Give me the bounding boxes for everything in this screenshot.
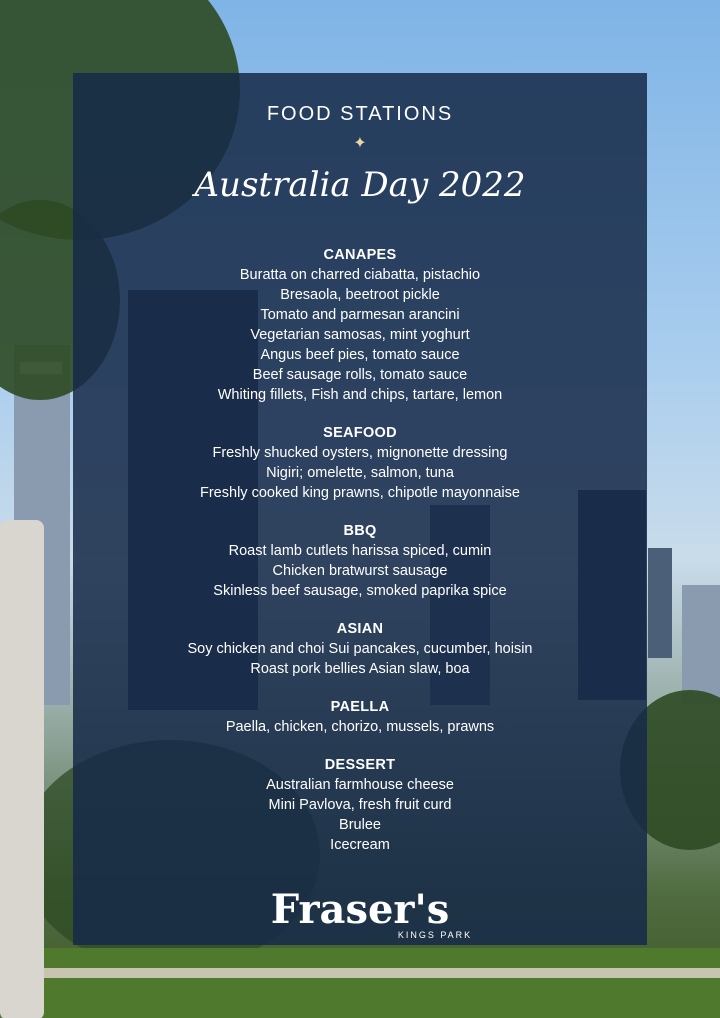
- section-title: ASIAN: [336, 621, 384, 637]
- menu-item: Bresaola, beetroot pickle: [280, 287, 440, 303]
- menu-item: Brulee: [339, 817, 381, 833]
- building: [682, 585, 720, 705]
- sparkle-icon: ✦: [353, 133, 367, 152]
- menu-item: Chicken bratwurst sausage: [272, 563, 448, 579]
- section-title: DESSERT: [324, 757, 396, 773]
- menu-item: Vegetarian samosas, mint yoghurt: [250, 327, 470, 343]
- menu-section-asian: [73, 619, 647, 679]
- menu-item: Paella, chicken, chorizo, mussels, prawns: [225, 719, 495, 735]
- menu-item: Roast pork bellies Asian slaw, boa: [250, 661, 470, 677]
- menu-section-seafood: [73, 423, 647, 503]
- section-title: BBQ: [343, 523, 377, 539]
- menu-item: Soy chicken and choi Sui pancakes, cucumber, hoisin: [187, 641, 533, 657]
- logo-subtitle: KINGS PARK: [397, 930, 473, 940]
- menu-section-bbq: [73, 521, 647, 601]
- menu-panel: [73, 73, 647, 945]
- menu-item: Angus beef pies, tomato sauce: [260, 347, 460, 363]
- footpath: [0, 968, 720, 978]
- building: [648, 548, 672, 658]
- lawn: [0, 948, 720, 1018]
- tree-trunk: [0, 520, 44, 1018]
- menu-item: Tomato and parmesan arancini: [260, 307, 460, 323]
- menu-item: Freshly shucked oysters, mignonette dressing: [212, 445, 508, 461]
- section-title: SEAFOOD: [323, 425, 397, 441]
- menu-item: Freshly cooked king prawns, chipotle mayonnaise: [200, 485, 520, 501]
- menu-section-paella: [73, 697, 647, 737]
- menu-item: Mini Pavlova, fresh fruit curd: [268, 797, 452, 813]
- section-title: CANAPES: [323, 247, 397, 263]
- menu-item: Nigiri; omelette, salmon, tuna: [266, 465, 454, 481]
- menu-item: Buratta on charred ciabatta, pistachio: [239, 267, 481, 283]
- menu-section-canapes: [73, 245, 647, 405]
- section-title: PAELLA: [330, 699, 390, 715]
- menu-item: Beef sausage rolls, tomato sauce: [252, 367, 468, 383]
- menu-item: Skinless beef sausage, smoked paprika spice: [213, 583, 507, 599]
- logo-wordmark: Fraser's: [270, 886, 450, 933]
- frasers-logo: [73, 888, 647, 940]
- menu-item: Australian farmhouse cheese: [266, 777, 454, 793]
- menu-list: [73, 245, 647, 873]
- menu-item: Icecream: [330, 837, 390, 853]
- event-title: Australia Day 2022: [194, 165, 526, 205]
- menu-section-dessert: [73, 755, 647, 855]
- menu-item: Roast lamb cutlets harissa spiced, cumin: [228, 543, 492, 559]
- food-stations-heading: FOOD STATIONS: [266, 103, 454, 125]
- menu-item: Whiting fillets, Fish and chips, tartare, lemon: [217, 387, 503, 403]
